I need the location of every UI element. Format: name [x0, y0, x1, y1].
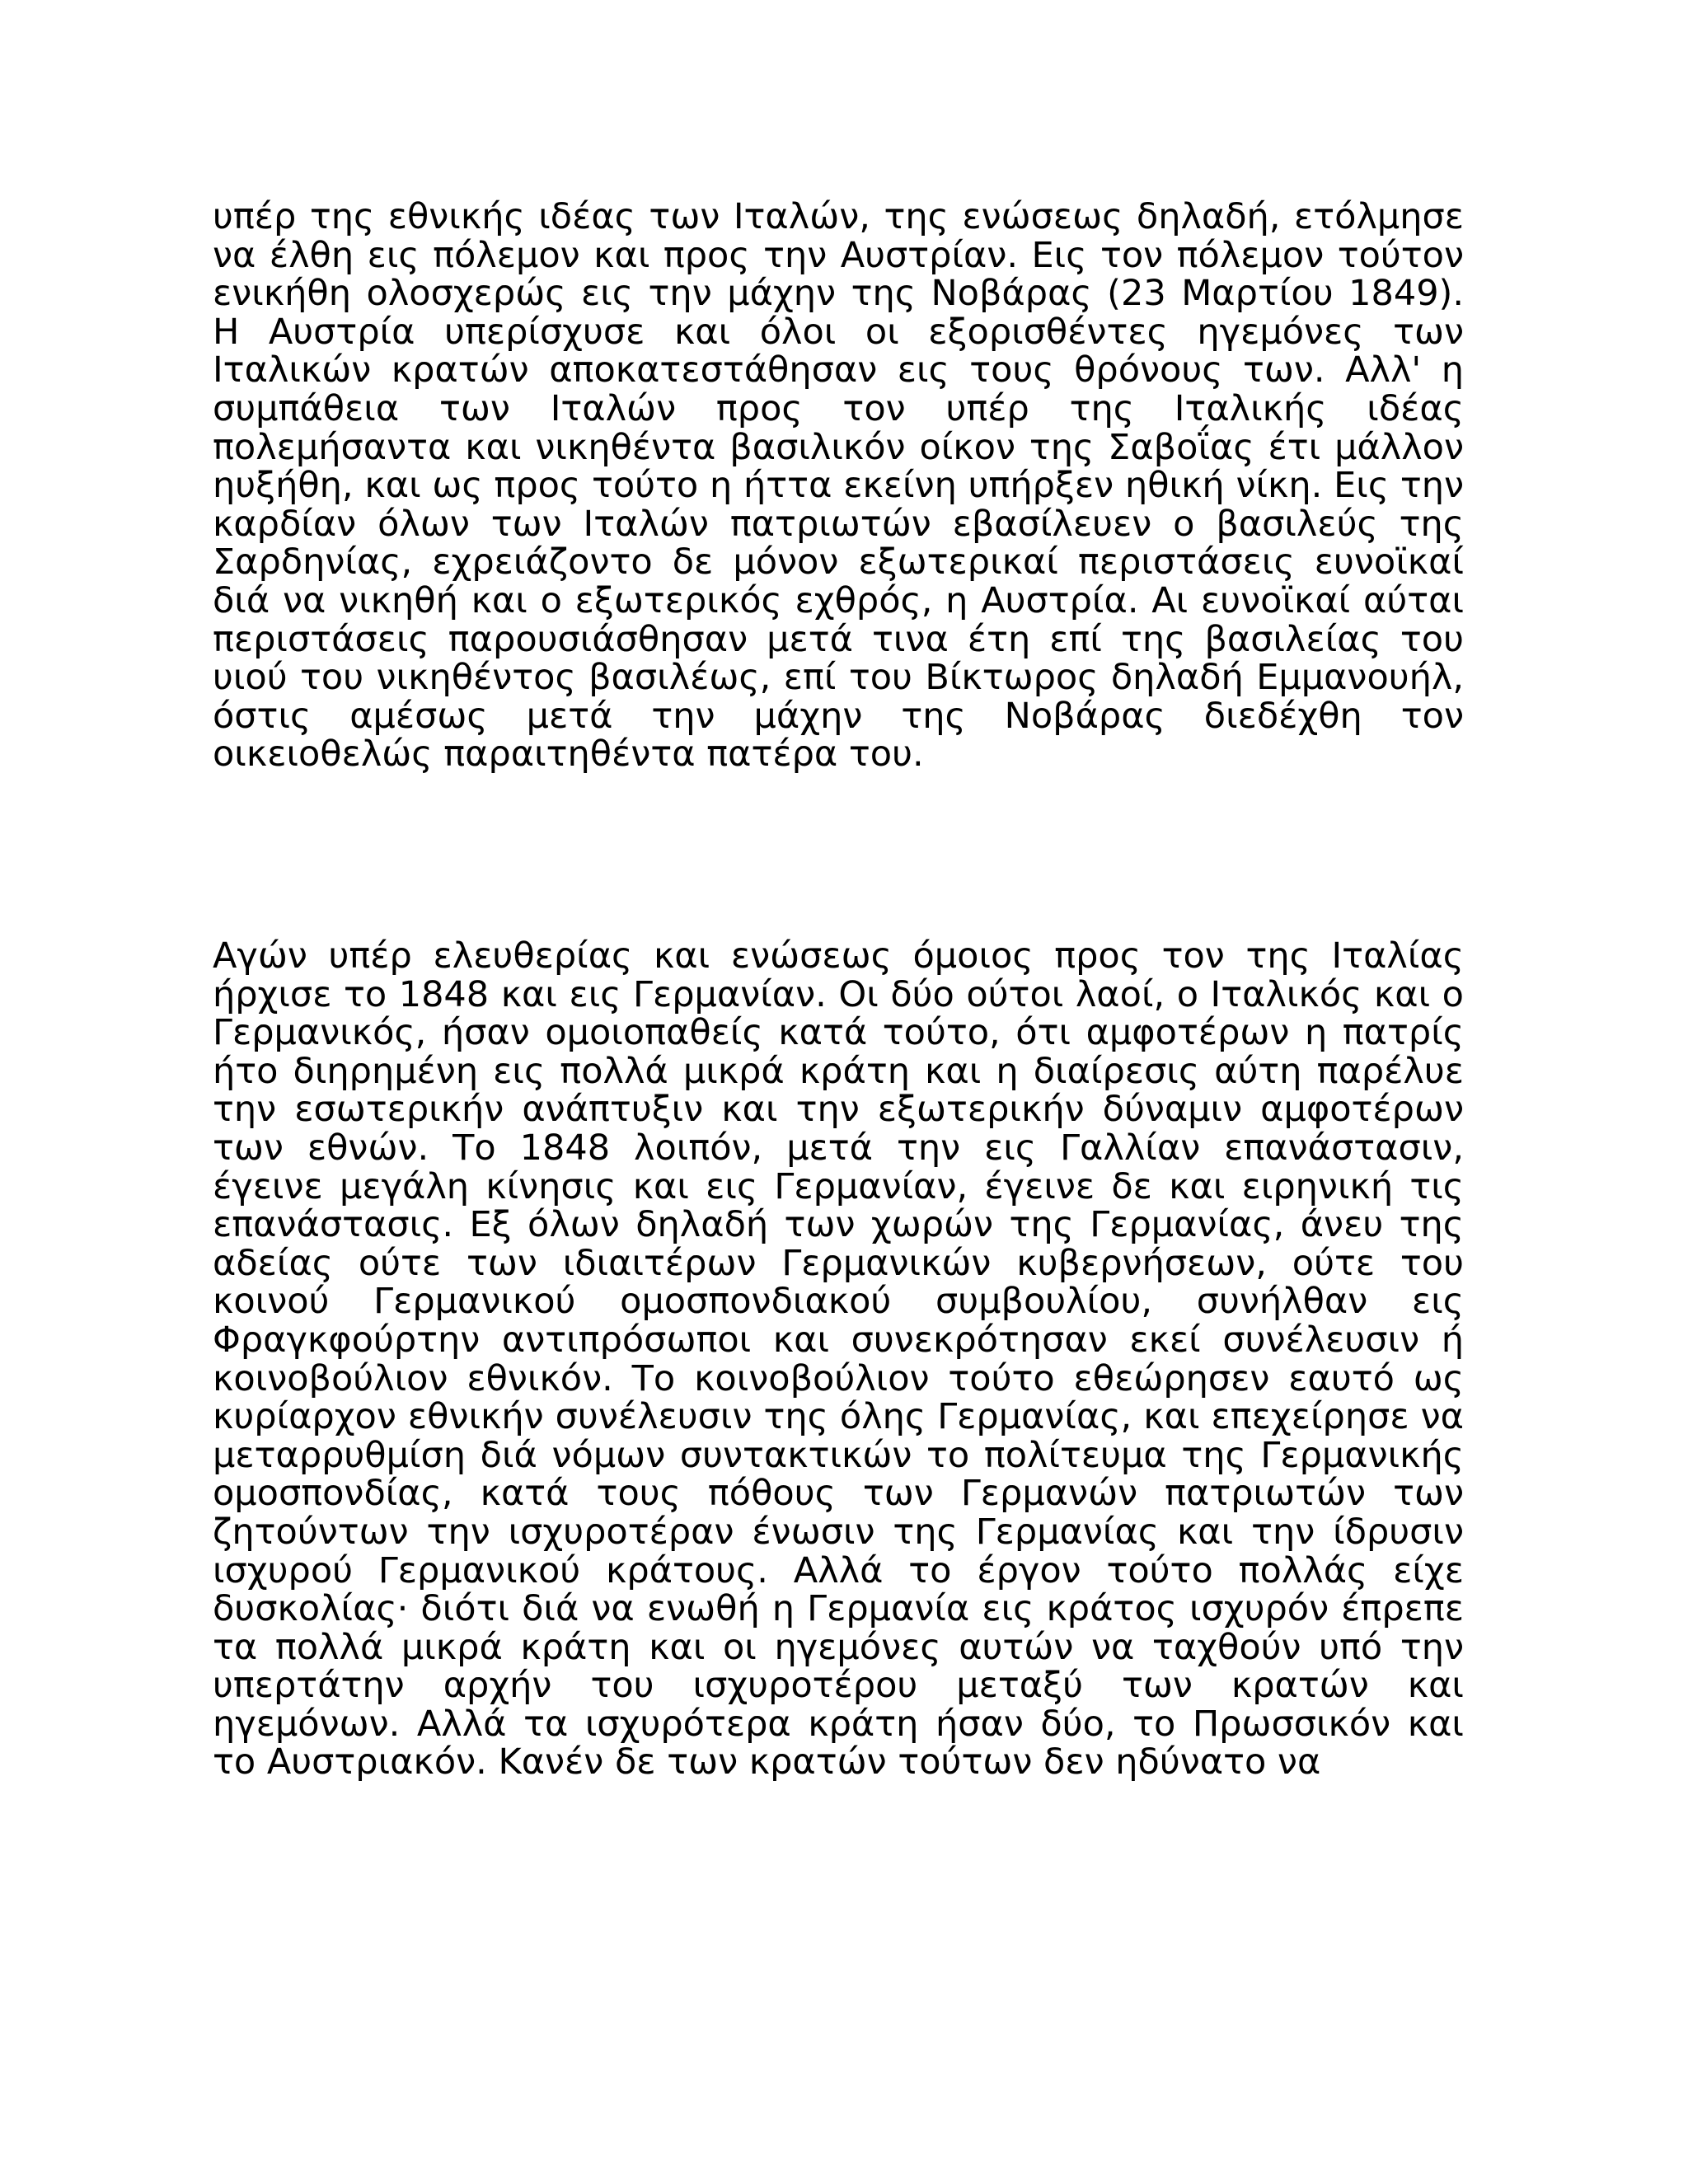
- paragraph-1: υπέρ της εθνικής ιδέας των Ιταλών, της ενώσεως δηλαδή, ετόλμησε να έλθη εις πόλεμον και προς την Αυστρίαν. Εις τον πόλεμον τούτον ενικήθη ολοσχερώς εις την μάχην της Νοβάρας (23 Μαρτίου 1849). Η Αυστρία υπερίσχυσε και όλοι οι εξορισθέντες ηγεμόνες των Ιταλικών κρατών αποκατεστάθησαν εις τους θρόνους των. Αλλ' η συμπάθεια των Ιταλών προς τον υπέρ της Ιταλικής ιδέας πολεμήσαντα και νικηθέντα βασιλικόν οίκον της Σαβοΐας έτι μάλλον ηυξήθη, και ως προς τούτο η ήττα εκείνη υπήρξεν ηθική νίκη. Εις την καρδίαν όλων των Ιταλών πατριωτών εβασίλευεν ο βασιλεύς της Σαρδηνίας, εχρειάζοντο δε μόνον εξωτερικαί περιστάσεις ευνοϊκαί διά να νικηθή και ο εξωτερικός εχθρός, η Αυστρία. Αι ευνοϊκαί αύται περιστάσεις παρουσιάσθησαν μετά τινα έτη επί της βασιλείας του υιού του νικηθέντος βασιλέως, επί του Βίκτωρος δηλαδή Εμμανουήλ, όστις αμέσως μετά την μάχην της Νοβάρας διεδέχθη τον οικειοθελώς παραιτηθέντα πατέρα του.: [213, 196, 1464, 776]
- paragraph-2: Αγών υπέρ ελευθερίας και ενώσεως όμοιος προς τον της Ιταλίας ήρχισε το 1848 και εις Γερμανίαν. Οι δύο ούτοι λαοί, ο Ιταλικός και ο Γερμανικός, ήσαν ομοιοπαθείς κατά τούτο, ότι αμφοτέρων η πατρίς ήτο διηρημένη εις πολλά μικρά κράτη και η διαίρεσις αύτη παρέλυε την εσωτερικήν ανάπτυξιν και την εξωτερικήν δύναμιν αμφοτέρων των εθνών. Το 1848 λοιπόν, μετά την εις Γαλλίαν επανάστασιν, έγεινε μεγάλη κίνησις και εις Γερμανίαν, έγεινε δε και ειρηνική τις επανάστασις. Εξ όλων δηλαδή των χωρών της Γερμανίας, άνευ της αδείας ούτε των ιδιαιτέρων Γερμανικών κυβερνήσεων, ούτε του κοινού Γερμανικού ομοσπονδιακού συμβουλίου, συνήλθαν εις Φραγκφούρτην αντιπρόσωποι και συνεκρότησαν εκεί συνέλευσιν ή κοινοβούλιον εθνικόν. Το κοινοβούλιον τούτο εθεώρησεν εαυτό ως κυρίαρχον εθνικήν συνέλευσιν της όλης Γερμανίας, και επεχείρησε να μεταρρυθμίση διά νόμων συντακτικών το πολίτευμα της Γερμανικής ομοσπονδίας, κατά τους πόθους των Γερμανών πατριωτών των ζητούντων την ισχυροτέραν ένωσιν της Γερμανίας και την ίδρυσιν ισχυρού Γερμανικού κράτους. Αλλά το έργον τούτο πολλάς είχε δυσκολίας· διότι διά να ενωθή η Γερμανία εις κράτος ισχυρόν έπρεπε τα πολλά μικρά κράτη και οι ηγεμόνες αυτών να ταχθούν υπό την υπερτάτην αρχήν του ισχυροτέρου μεταξύ των κρατών και ηγεμόνων. Αλλά τα ισχυρότερα κράτη ήσαν δύο, το Πρωσσικόν και το Αυστριακόν. Κανέν δε των κρατών τούτων δεν ηδύνατο να: [213, 935, 1464, 1783]
